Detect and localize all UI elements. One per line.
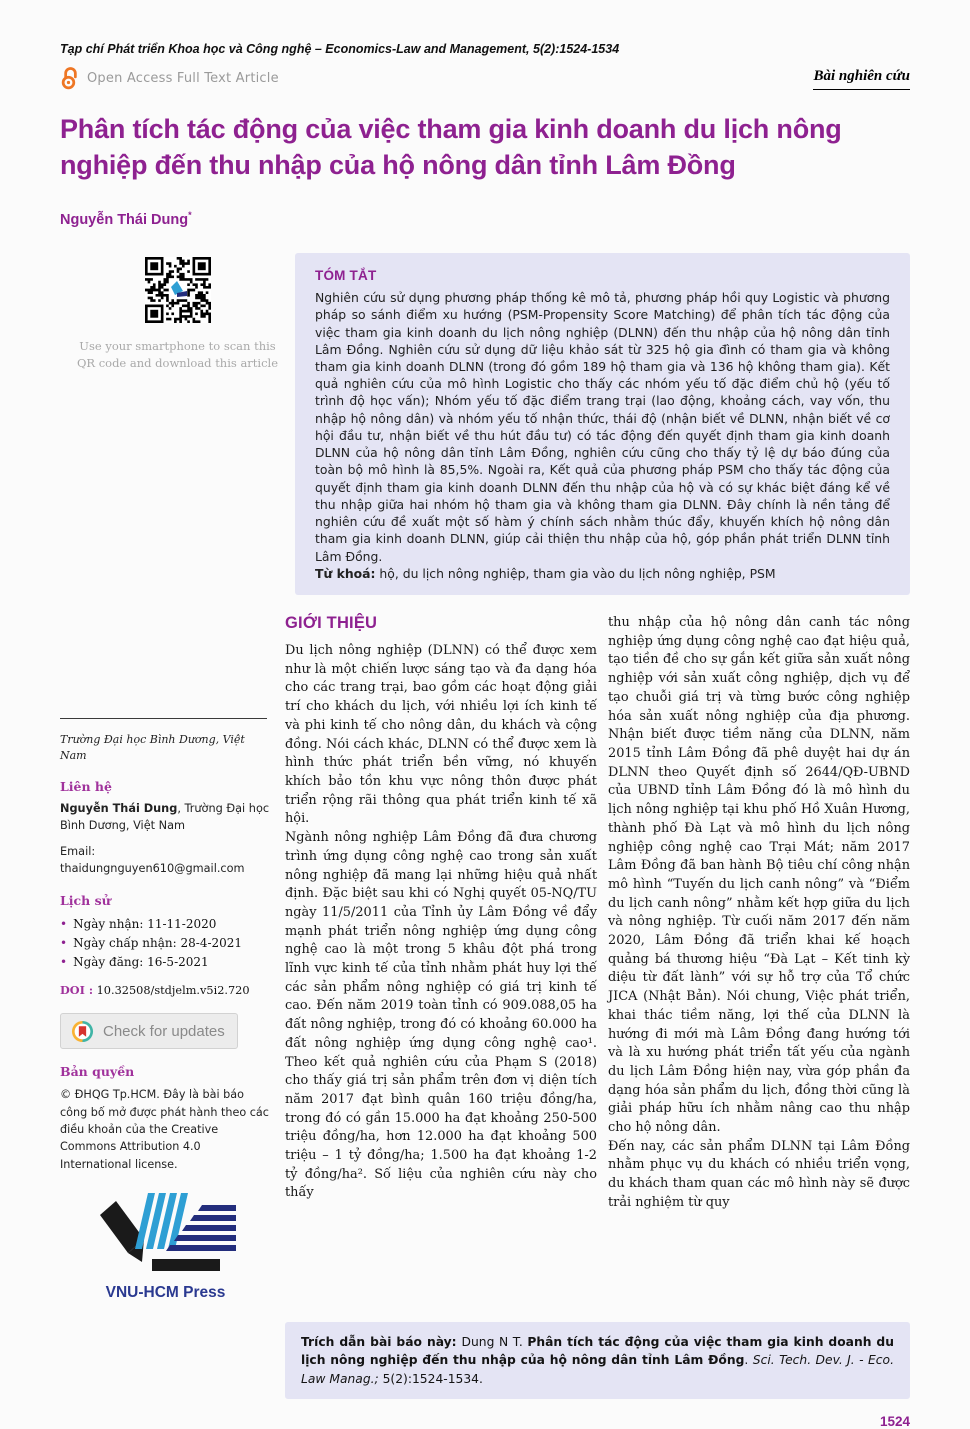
bullet-icon: • bbox=[60, 916, 68, 931]
abstract-box bbox=[295, 253, 910, 595]
journal-header-line: Tạp chí Phát triển Khoa học và Công nghệ – Economics-Law and Management, 5(2):1524-1534 bbox=[60, 42, 620, 56]
history-item bbox=[60, 915, 271, 934]
sidebar-divider bbox=[60, 718, 267, 719]
main-content bbox=[60, 614, 910, 1302]
page-title: Phân tích tác động của việc tham gia kinh doanh du lịch nông nghiệp đến thu nhập của hộ nông dân tỉnh Lâm Đồng bbox=[60, 114, 842, 180]
copyright-heading: Bản quyền bbox=[60, 1064, 135, 1080]
press-logo-graphic bbox=[90, 1191, 242, 1277]
vnu-hcm-press-logo bbox=[60, 1191, 271, 1302]
intro-paragraph: Du lịch nông nghiệp (DLNN) có thể được xem như là một chiến lược sáng tạo và đa dạng hóa cho các trang trại, bao gồm các hoạt động giải trí cho khách du lịch, với nhiều lợi ích kinh tế và phi kinh tế cho nông dân, du khách và cộng đồng. Nói cách khác, DLNN có thể được xem là hình thức phát triển bền vững, nó khuyến khích bảo tồn khu vực nông thôn được phát triển rộng rãi thông qua phát triển kinh tế xã hội. bbox=[285, 643, 597, 827]
contact-email[interactable]: Email: thaidungnguyen610@gmail.com bbox=[60, 844, 245, 875]
doi-value: 10.32508/stdjelm.v5i2.720 bbox=[96, 984, 250, 998]
sidebar bbox=[60, 614, 285, 1302]
citation-separator: . bbox=[744, 1353, 753, 1368]
author-name: Nguyễn Thái Dung bbox=[60, 212, 189, 229]
bullet-icon: • bbox=[60, 955, 68, 970]
citation-author: Dung N T. bbox=[461, 1335, 528, 1350]
qr-caption: Use your smartphone to scan this QR code and download this article bbox=[76, 339, 279, 371]
citation-box bbox=[285, 1322, 910, 1399]
citation-journal: Sci. Tech. Dev. J. - Eco. Law Manag.; bbox=[301, 1353, 894, 1386]
intro-column-2 bbox=[608, 614, 910, 1302]
history-list bbox=[60, 915, 271, 973]
keywords-label: Từ khoá: bbox=[315, 565, 376, 581]
history-item bbox=[60, 934, 271, 953]
citation-label: Trích dẫn bài báo này: bbox=[301, 1335, 462, 1350]
open-access-icon bbox=[60, 67, 81, 90]
keywords-line bbox=[315, 565, 890, 582]
history-published: Ngày đăng: 16-5-2021 bbox=[73, 955, 209, 970]
citation-pages: 5(2):1524-1534. bbox=[378, 1371, 483, 1386]
affiliation-text: Trường Đại học Bình Dương, Việt Nam bbox=[60, 733, 245, 762]
intro-heading: GIỚI THIỆU bbox=[285, 614, 378, 633]
contact-block bbox=[60, 801, 271, 835]
doi-line bbox=[60, 983, 271, 997]
history-heading: Lịch sử bbox=[60, 892, 111, 908]
citation-title: Phân tích tác động của việc tham gia kinh doanh du lịch nông nghiệp đến thu nhập của hộ nông dân tỉnh Lâm Đồng bbox=[301, 1335, 894, 1368]
history-received: Ngày nhận: 11-11-2020 bbox=[73, 916, 217, 931]
intro-paragraph: Ngành nông nghiệp Lâm Đồng đã đưa chương trình ứng dụng công nghệ cao trong sản xuất nông nghiệp đã mang lại những hiệu quả nhất định. Đặc biệt sau khi có Nghị quyết 05-NQ/TU ngày 11/5/2011 của Tỉnh ủy Lâm Đồng về đẩy mạnh phát triển nông nghiệp ứng dụng công nghệ cao là một trong 5 khâu đột phá trong lĩnh vực kinh tế của tỉnh nhằm phát huy lợi thế các sản phẩm nông nghiệp có giá trị kinh tế cao. Đến năm 2019 toàn tỉnh có 909.088,05 ha đất nông nghiệp, trong đó có khoảng 60.000 ha đất nông nghiệp ứng dụng công nghệ cao¹. Theo kết quả nghiên cứu của Phạm S (2018) cho thấy giá trị sản phẩm trên đơn vị diện tích năm 2017 đạt bình quân 160 triệu đồng/ha, trong đó có gần 15.000 ha đạt khoảng 250-500 triệu đồng/ha, hơn 12.000 ha đạt khoảng 500 triệu – 1 tỷ đồng/ha; 1.500 ha đạt khoảng 1-2 tỷ đồng/ha². Số liệu của nghiên cứu này cho thấy bbox=[285, 830, 597, 1201]
header-row bbox=[60, 67, 910, 90]
abstract-section bbox=[60, 253, 910, 595]
keywords-text: hộ, du lịch nông nghiệp, tham gia vào du lịch nông nghiệp, PSM bbox=[375, 565, 776, 581]
open-access-badge bbox=[60, 67, 279, 90]
abstract-heading: TÓM TẮT bbox=[315, 268, 377, 284]
contact-affiliation: , Trường Đại học Bình Dương, Việt Nam bbox=[60, 801, 270, 832]
copyright-text: © ĐHQG Tp.HCM. Đây là bài báo công bố mở được phát hành theo các điều khoản của the Creative Commons Attribution 4.0 International license. bbox=[60, 1088, 269, 1171]
check-for-updates-button[interactable] bbox=[60, 1013, 238, 1049]
abstract-text: Nghiên cứu sử dụng phương pháp thống kê mô tả, phương pháp hồi quy Logistic và phương pháp so sánh điểm xu hướng (PSM-Propensity Score Matching) để phân tích tác động của việc tham gia kinh doanh du lịch nông nghiệp (DLNN) đến thu nhập của hộ nông dân tỉnh Lâm Đồng. Nghiên cứu sử dụng dữ liệu khảo sát từ 325 hộ gia đình có tham gia và không tham gia kinh doanh DLNN (trong đó gồm 189 hộ tham gia và 136 hộ không tham gia). Kết quả nghiên cứu của mô hình Logistic cho thấy các nhóm yếu tố đặc điểm chủ hộ (yếu tố trình độ học vấn); Nhóm yếu tố đặc điểm trang trại (lao động, khoảng cách, vay vốn, thu nhập hộ nông dân) và nhóm yếu tố nhận thức, thái độ (nhận biết về DLNN, nhận biết về cơ hội đầu tư, nhận biết về thu hút đầu tư) có tác động đến quyết định tham gia kinh doanh DLNN của hộ nông dân tỉnh Lâm Đồng, nghiên cứu cũng cho thấy tỷ lệ dự báo đúng của toàn bộ mô hình là 85,5%. Ngoài ra, Kết quả của phương pháp PSM cho thấy tác động của quyết định tham gia kinh doanh DLNN đến thu nhập của hộ và có sự khác biệt đáng kể về thu nhập giữa hai nhóm hộ tham gia và không tham gia DLNN. Đây chính là nền tảng để nghiên cứu đề xuất một số hàm ý chính sách nhằm thúc đẩy, khuyến khích hộ nông dân tham gia kinh doanh DLNN, giúp cải thiện thu nhập của hộ, góp phần phát triển DLNN tỉnh Lâm Đồng. bbox=[315, 290, 890, 564]
press-name: VNU-HCM Press bbox=[105, 1284, 226, 1302]
crossmark-icon bbox=[71, 1020, 94, 1043]
contact-heading: Liên hệ bbox=[60, 778, 112, 794]
intro-paragraph: Đến nay, các sản phẩm DLNN tại Lâm Đồng nhằm phục vụ du khách có nhiều triển vọng, du khách tham quan các mô hình này sẽ được trải nghiệm từ quy bbox=[608, 1138, 910, 1210]
qr-code bbox=[145, 257, 211, 323]
contact-name: Nguyễn Thái Dung bbox=[60, 801, 178, 815]
history-accepted: Ngày chấp nhận: 28-4-2021 bbox=[73, 935, 243, 950]
page-number: 1524 bbox=[879, 1414, 910, 1429]
bullet-icon: • bbox=[60, 935, 68, 950]
qr-block bbox=[60, 253, 295, 595]
author-line bbox=[60, 210, 910, 228]
open-access-label: Open Access Full Text Article bbox=[87, 71, 279, 86]
check-for-updates-label: Check for updates bbox=[103, 1022, 225, 1040]
article-type-label: Bài nghiên cứu bbox=[813, 68, 910, 90]
intro-paragraph: thu nhập của hộ nông dân canh tác nông nghiệp ứng dụng công nghệ cao đạt hiệu quả, tạo tiền đề cho sự gắn kết giữa sản xuất nông nghiệp với sản xuất công nghiệp, dịch vụ để tạo chuỗi giá trị và từng bước công nghiệp hóa sản xuất nông nghiệp của địa phương. Nhận biết được tiềm năng của DLNN, năm 2015 tỉnh Lâm Đồng đã phê duyệt hai dự án DLNN theo Quyết định số 2644/QĐ-UBND của UBND tỉnh Lâm Đồng đó là mô hình du lịch nông nghiệp tại khu phố Hồ Xuân Hương, thành phố Đà Lạt và mô hình du lịch nông nghiệp công nghệ cao Trại Mát; năm 2017 Lâm Đồng đã ban hành Bộ tiêu chí công nhận mô hình “Tuyến du lịch canh nông” và “Điểm du lịch canh nông” nhằm kết hợp giữa du lịch và nông nghiệp. Từ cuối năm 2017 đến năm 2020, Lâm Đồng đã triển khai kế hoạch quảng bá thương hiệu “Đà Lạt – Kết tinh kỳ diệu từ đất lành” với sự hỗ trợ của Tổ chức JICA (Nhật Bản). Nói chung, Việc phát triển, khai thác tiềm năng, lợi thế của DLNN là hướng đi mới mà Lâm Đồng đang hướng tới và là xu hướng phát triển tất yếu của ngành du lịch Lâm Đồng hiện nay, vừa góp phần đa dạng hóa sản phẩm du lịch, đồng thời cũng là giải pháp hữu ích nhằm nâng cao thu nhập cho hộ nông dân. bbox=[608, 615, 910, 1136]
author-affiliation-mark: * bbox=[188, 210, 192, 221]
history-item bbox=[60, 953, 271, 972]
intro-column-1 bbox=[285, 614, 597, 1302]
doi-label: DOI : bbox=[60, 983, 94, 998]
